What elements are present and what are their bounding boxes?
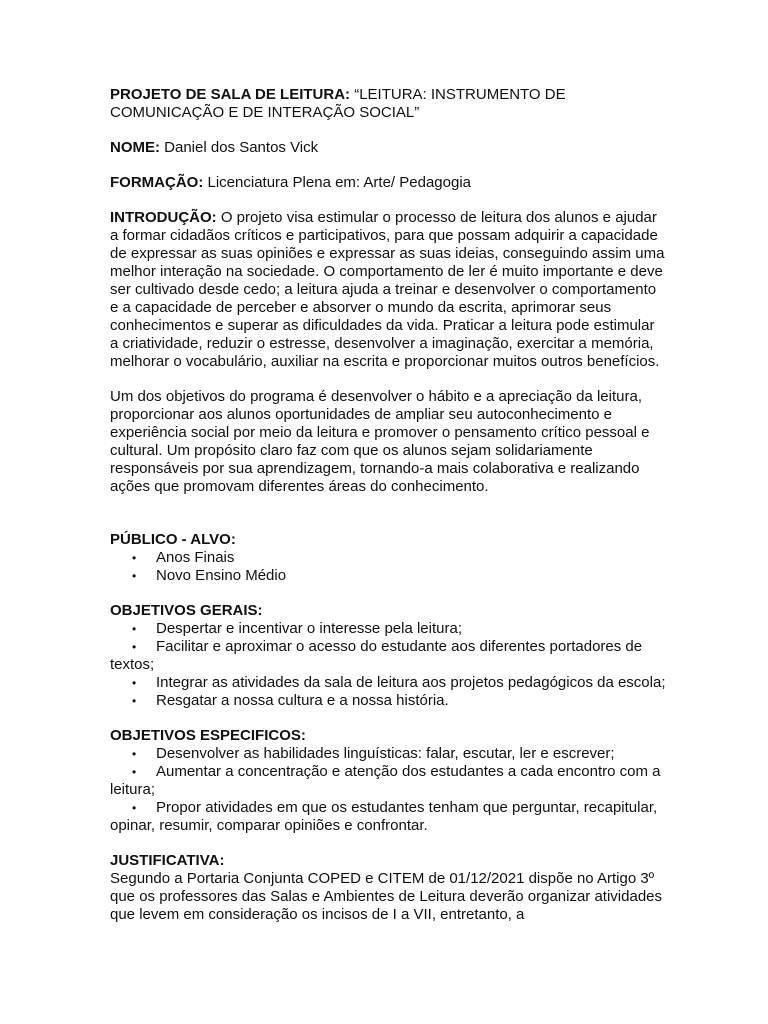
list-item	[110, 763, 666, 799]
formation-label: FORMAÇÃO:	[110, 174, 204, 191]
list-item	[110, 638, 666, 674]
formation-value: Licenciatura Plena em: Arte/ Pedagogia	[203, 174, 471, 191]
bullet-icon: •	[132, 640, 137, 654]
bullet-icon: •	[132, 765, 137, 779]
list-item-text: Aumentar a concentração e atenção dos estudantes a cada encontro com a leitura;	[110, 763, 661, 798]
project-label: PROJETO DE SALA DE LEITURA:	[110, 86, 351, 103]
justification-heading: JUSTIFICATIVA:	[110, 852, 225, 869]
justification-section	[110, 852, 666, 924]
specific-objectives-section	[110, 727, 666, 835]
bullet-icon: •	[132, 694, 137, 708]
project-value: “LEITURA: INSTRUMENTO DE COMUNICAÇÃO E DE INTERAÇÃO SOCIAL”	[110, 86, 566, 121]
specific-objectives-list	[110, 745, 666, 835]
name-value: Daniel dos Santos Vick	[160, 139, 319, 156]
list-item: • Anos Finais	[110, 549, 666, 567]
formation-line	[110, 174, 666, 192]
list-item	[110, 799, 666, 835]
list-item-text: Integrar as atividades da sala de leitura aos projetos pedagógicos da escola;	[156, 674, 666, 691]
name-label: NOME:	[110, 139, 160, 156]
list-item	[110, 745, 666, 763]
bullet-icon: •	[132, 801, 137, 815]
bullet-icon: •	[132, 747, 137, 761]
general-objectives-section	[110, 602, 666, 710]
target-audience-list	[110, 549, 666, 585]
document-page	[110, 86, 666, 924]
list-item	[110, 674, 666, 692]
specific-objectives-heading: OBJETIVOS ESPECIFICOS:	[110, 727, 306, 744]
introduction-paragraph-2: Um dos objetivos do programa é desenvolver o hábito e a apreciação da leitura, proporcionar aos alunos oportunidades de ampliar seu autoconhecimento e experiência social por meio da leitura e promover o pensamento crítico pessoal e cultural. Um propósito claro faz com que os alunos sejam solidariamente responsáveis por sua aprendizagem, tornando-a mais colaborativa e realizando ações que promovam diferentes áreas do conhecimento.	[110, 388, 650, 495]
list-item	[110, 620, 666, 638]
bullet-icon: •	[132, 676, 137, 690]
list-item-text: Despertar e incentivar o interesse pela leitura;	[156, 620, 462, 637]
target-audience-heading: PÚBLICO - ALVO:	[110, 531, 236, 548]
bullet-icon: •	[132, 622, 137, 636]
justification-text: Segundo a Portaria Conjunta COPED e CITEM de 01/12/2021 dispõe no Artigo 3º que os professores das Salas e Ambientes de Leitura deverão organizar atividades que levem em consideração os incisos de I a VII, entretanto, a	[110, 870, 663, 923]
target-audience-section	[110, 531, 666, 585]
list-item: • Novo Ensino Médio	[110, 567, 666, 585]
introduction-paragraph-1	[110, 209, 666, 371]
name-line	[110, 139, 666, 157]
list-item-text: Facilitar e aproximar o acesso do estudante aos diferentes portadores de textos;	[110, 638, 643, 673]
project-title	[110, 86, 666, 122]
list-item-text: Desenvolver as habilidades linguísticas: falar, escutar, ler e escrever;	[156, 745, 615, 762]
general-objectives-list	[110, 620, 666, 710]
list-item-text: Resgatar a nossa cultura e a nossa história.	[156, 692, 449, 709]
list-item-text: Propor atividades em que os estudantes tenham que perguntar, recapitular, opinar, resumir, comparar opiniões e confrontar.	[110, 799, 658, 834]
list-item	[110, 692, 666, 710]
introduction-label: INTRODUÇÃO:	[110, 209, 217, 226]
general-objectives-heading: OBJETIVOS GERAIS:	[110, 602, 263, 619]
introduction-text-1: O projeto visa estimular o processo de leitura dos alunos e ajudar a formar cidadãos críticos e participativos, para que possam adquirir a capacidade de expressar as suas opiniões e expressar as suas ideias, conseguindo assim uma melhor interação na sociedade. O comportamento de ler é muito importante e deve ser cultivado desde cedo; a leitura ajuda a treinar e desenvolver o comportamento e a capacidade de perceber e absorver o mundo da escrita, aprimorar seus conhecimentos e superar as dificuldades da vida. Praticar a leitura pode estimular a criatividade, reduzir o estresse, desenvolver a imaginação, exercitar a memória, melhorar o vocabulário, auxiliar na escrita e proporcionar muitos outros benefícios.	[110, 209, 665, 370]
